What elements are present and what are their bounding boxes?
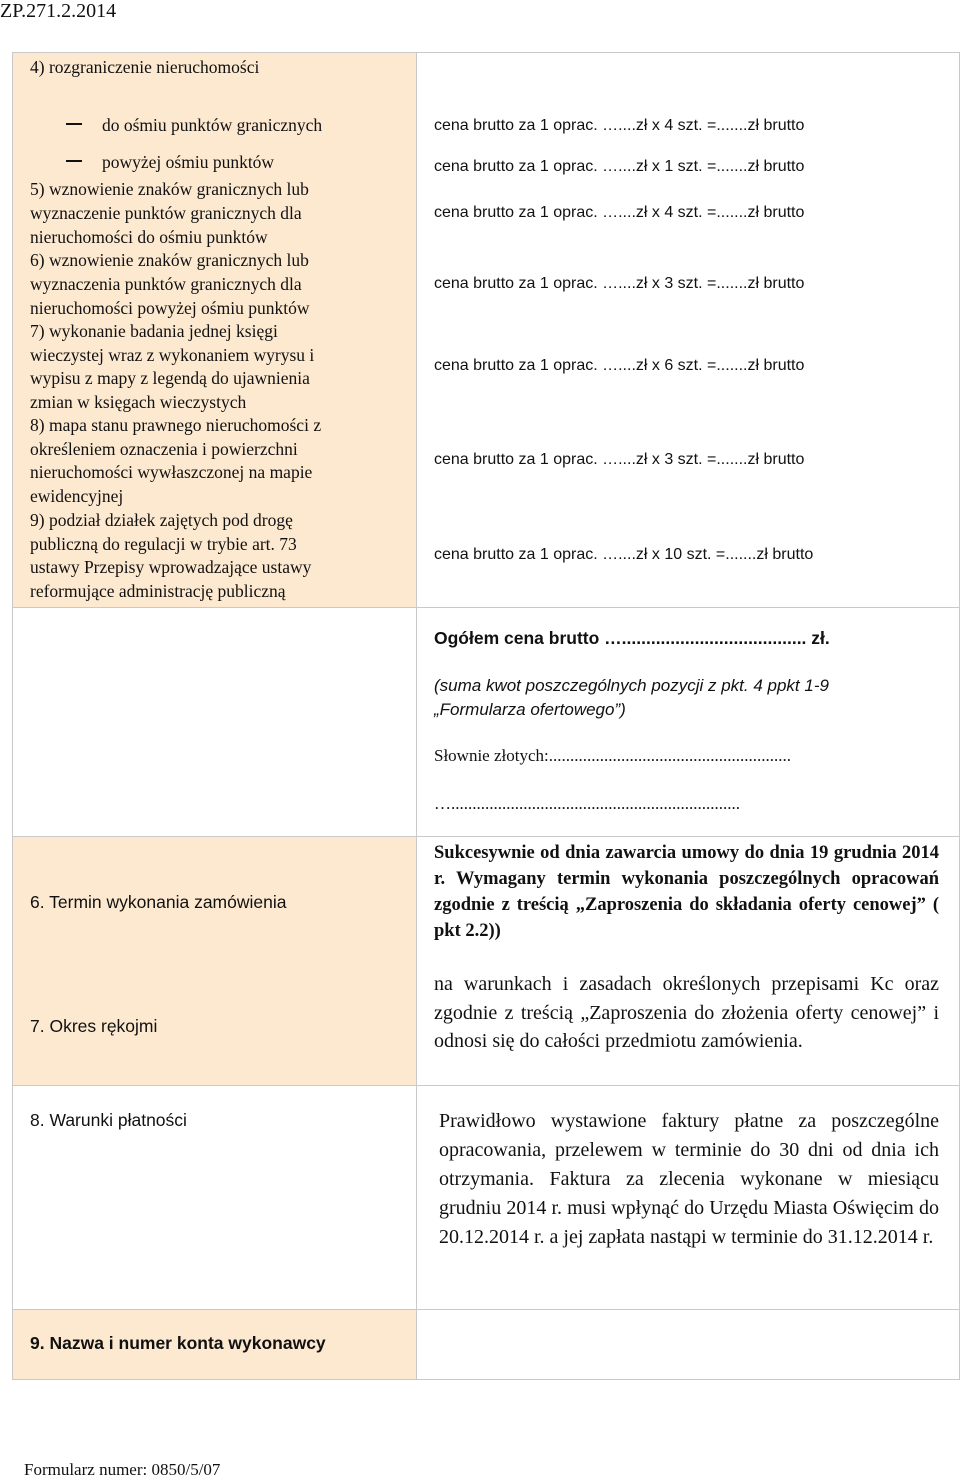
item-4-sub-1-label: do ośmiu punktów granicznych	[102, 115, 323, 135]
item-8-line-3: nieruchomości wywłaszczonej na mapie	[30, 462, 313, 482]
dash-icon	[66, 160, 82, 162]
total-in-words-continuation: …....................................................................	[434, 794, 740, 813]
item-9-line-3: ustawy Przepisy wprowadzające ustawy	[30, 557, 312, 577]
item-8-line-2: określeniem oznaczenia i powierzchni	[30, 439, 298, 459]
section-7-value: na warunkach i zasadach określonych przepisami Kc oraz zgodnie z treścią „Zaproszenia do złożenia oferty cenowej” i odnosi się do całości przedmiotu zamówienia.	[434, 973, 939, 1052]
item-6-line-2: wyznaczenia punktów granicznych dla	[30, 274, 302, 294]
item-8-line-4: ewidencyjnej	[30, 486, 124, 506]
item-9-line-4: reformujące administrację publiczną	[30, 581, 286, 601]
item-7-line-1: 7) wykonanie badania jednej księgi	[30, 321, 278, 341]
section-6-7-cell	[12, 836, 417, 1086]
total-price-label: Ogółem cena brutto …...................................... zł.	[434, 628, 830, 648]
item-7-line-2: wieczystej wraz z wykonaniem wyrysu i	[30, 345, 315, 365]
price-line-item-4-sub-1: cena brutto za 1 oprac. …....zł x 4 szt. =.......zł brutto	[434, 117, 805, 134]
section-9-title: 9. Nazwa i numer konta wykonawcy	[30, 1333, 326, 1353]
section-8-title: 8. Warunki płatności	[30, 1110, 187, 1130]
section-7-title: 7. Okres rękojmi	[30, 1016, 158, 1036]
total-note-line-2: „Formularza ofertowego”)	[434, 700, 626, 719]
dash-icon	[66, 123, 82, 125]
item-6-line-3: nieruchomości powyżej ośmiu punktów	[30, 298, 310, 318]
price-line-item-5: cena brutto za 1 oprac. …....zł x 4 szt. =.......zł brutto	[434, 204, 805, 221]
prices-cell	[416, 52, 960, 608]
item-6-line-1: 6) wznowienie znaków granicznych lub	[30, 250, 309, 270]
price-line-item-8: cena brutto za 1 oprac. …....zł x 3 szt. =.......zł brutto	[434, 451, 805, 468]
item-8-line-1: 8) mapa stanu prawnego nieruchomości z	[30, 415, 322, 435]
item-5-line-1: 5) wznowienie znaków granicznych lub	[30, 179, 309, 199]
item-4-sub-2	[66, 152, 274, 173]
item-5-line-3: nieruchomości do ośmiu punktów	[30, 227, 268, 247]
price-line-item-6: cena brutto za 1 oprac. …....zł x 3 szt. =.......zł brutto	[434, 275, 805, 292]
total-note-line-1: (suma kwot poszczególnych pozycji z pkt. 4 ppkt 1-9	[434, 676, 829, 695]
item-4-sub-2-label: powyżej ośmiu punktów	[102, 152, 275, 172]
item-4-sub-1	[66, 115, 322, 136]
form-number-footer: Formularz numer: 0850/5/07	[24, 1460, 221, 1479]
section-8-value: Prawidłowo wystawione faktury płatne za poszczególne opracowania, przelewem w terminie do 30 dni od dnia ich otrzymania. Faktura za zlecenia wykonane w miesiącu grudniu 2014 r. musi wpłynąć do Urzędu Miasta Oświęcim do 20.12.2014 r. a jej zapłata nastąpi w terminie do 31.12.2014 r.	[439, 1110, 939, 1248]
price-line-item-4-sub-2: cena brutto za 1 oprac. …....zł x 1 szt. =.......zł brutto	[434, 158, 805, 175]
item-7-line-4: zmian w księgach wieczystych	[30, 392, 247, 412]
item-4-title: 4) rozgraniczenie nieruchomości	[30, 57, 260, 77]
price-line-item-9: cena brutto za 1 oprac. …....zł x 10 szt. =.......zł brutto	[434, 546, 814, 563]
section-6-value: Sukcesywnie od dnia zawarcia umowy do dnia 19 grudnia 2014 r. Wymagany termin wykonania poszczególnych opracowań zgodnie z treścią „Zaproszenia do składania oferty cenowej” ( pkt 2.2))	[434, 843, 939, 941]
item-9-line-1: 9) podział działek zajętych pod drogę	[30, 510, 293, 530]
item-9-line-2: publiczną do regulacji w trybie art. 73	[30, 534, 297, 554]
total-in-words: Słownie złotych:.........................................................	[434, 746, 791, 765]
item-7-line-3: wypisu z mapy z legendą do ujawnienia	[30, 368, 310, 388]
section-9-value-cell	[416, 1309, 960, 1380]
item-5-line-2: wyznaczenie punktów granicznych dla	[30, 203, 302, 223]
total-label-spacer-cell	[12, 607, 417, 837]
document-code: ZP.271.2.2014	[0, 0, 117, 22]
section-6-title: 6. Termin wykonania zamówienia	[30, 892, 287, 912]
price-line-item-7: cena brutto za 1 oprac. …....zł x 6 szt. =.......zł brutto	[434, 357, 805, 374]
